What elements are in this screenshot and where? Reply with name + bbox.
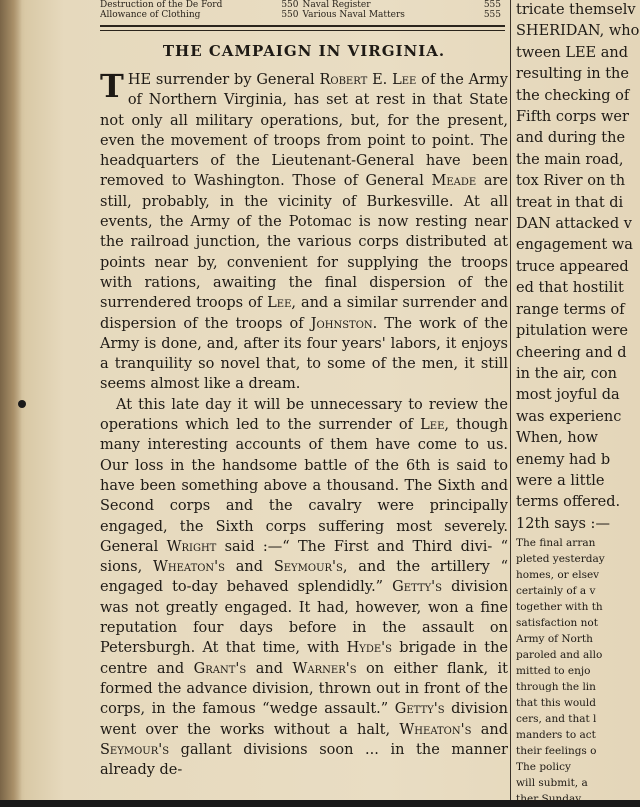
column-line: most joyful da xyxy=(516,387,620,404)
toc-label: Destruction of the De Ford xyxy=(100,0,223,10)
adjacent-column xyxy=(516,0,640,807)
column-divider xyxy=(510,0,511,800)
person-name: Warner's xyxy=(292,660,357,677)
person-name: Wheaton's xyxy=(399,721,472,738)
text-run: brigade in the centre and xyxy=(100,640,508,677)
text-run: At this late day it will be unnecessary to review the operations which led to the surrender of xyxy=(100,396,508,434)
column-line: resulting in the xyxy=(516,66,629,83)
drop-cap: T xyxy=(100,67,124,105)
text-run: , and the artillery “ engaged to-day behaved splendidly.” xyxy=(100,559,509,596)
column-line: treat in that di xyxy=(516,194,624,211)
column-line: The final arran xyxy=(516,537,596,550)
text-run: division went over the works without a halt, xyxy=(100,701,509,738)
text-run: and xyxy=(225,559,274,576)
text-run: said :—“ The First and Third divi- “ sions, xyxy=(100,538,508,576)
text-run: of the Army of Northern Virginia, has set at rest in that State not only all military operations, but, for the present, even the movement of troops from point to point. The headquarters of the Lieutenant-General have been removed to Washington. Those of General xyxy=(100,72,508,190)
person-name: Robert E. Lee xyxy=(319,72,417,88)
column-line: manders to act xyxy=(516,729,596,742)
person-name: Seymour's xyxy=(273,559,343,576)
column-line: Army of North xyxy=(516,633,593,646)
person-name: Grant's xyxy=(193,660,247,677)
toc-label: Allowance of Clothing xyxy=(100,10,201,20)
column-line: SHERIDAN, who xyxy=(516,23,640,40)
toc-label: Various Naval Matters xyxy=(302,10,405,20)
column-line: 12th says :— xyxy=(516,515,610,532)
column-line: and during the xyxy=(516,130,626,147)
person-name: Seymour's xyxy=(100,741,170,758)
toc-page: 550 xyxy=(281,0,299,10)
person-name: Wright xyxy=(166,538,217,555)
column-line: The policy xyxy=(516,761,571,774)
article-paragraph xyxy=(100,395,508,781)
column-line: enemy had b xyxy=(516,451,611,468)
text-run: division was not greatly engaged. It had, however, won a fine reputation four days before in the assault on Petersburgh. At that time, with xyxy=(100,579,508,657)
column-line: the checking of xyxy=(516,87,630,104)
person-name: Getty's xyxy=(394,701,445,718)
column-line: ther Sunday xyxy=(516,793,582,806)
toc-row xyxy=(100,0,505,10)
column-line: paroled and allo xyxy=(516,649,603,662)
column-line: will submit, a xyxy=(516,777,588,790)
column-line: mitted to enjo xyxy=(516,665,591,678)
text-run: and xyxy=(246,660,293,677)
column-line: range terms of xyxy=(516,301,625,318)
person-name: Meade xyxy=(431,173,477,190)
column-line: pitulation were xyxy=(516,323,629,340)
column-line: tox River on th xyxy=(516,173,626,190)
toc-label: Naval Register xyxy=(302,0,371,10)
toc-page: 550 xyxy=(281,10,299,20)
adjacent-column-lines xyxy=(516,0,640,535)
toc-row xyxy=(100,10,505,20)
column-line: pleted yesterday xyxy=(516,553,605,566)
column-line: truce appeared xyxy=(516,258,629,275)
text-run: are still, probably, in the vicinity of Burkesville. At all events, the Army of the Potomac is now resting near the railroad junction, the various corps distributed at points near by, convenient for supplying the troops with rations, awaiting the final dispersion of the surrendered troops of xyxy=(100,173,508,312)
adjacent-column-quote xyxy=(516,535,640,807)
column-line: ed that hostilit xyxy=(516,280,624,297)
person-name: Getty's xyxy=(392,579,443,596)
person-name: Johnston xyxy=(310,315,373,332)
column-line: certainly of a v xyxy=(516,585,596,598)
column-line: homes, or elsev xyxy=(516,569,600,582)
column-line: satisfaction not xyxy=(516,617,598,630)
text-run: , though many interesting accounts of them have come to us. Our loss in the handsome battle of the 6th is said to have been something above a thousand. The Sixth and Second corps and the cavalry were principally engaged, the Sixth corps suffering most severely. General xyxy=(100,417,509,555)
column-line: cers, and that l xyxy=(516,713,597,726)
column-line: terms offered. xyxy=(516,494,621,511)
column-line: engagement wa xyxy=(516,237,633,254)
text-run: on either flank, it formed the advance division, thrown out in front of the corps, in the famous “wedge assault.” xyxy=(100,660,509,718)
text-run: gallant divisions soon ... in the manner already de- xyxy=(100,741,508,779)
column-line: DAN attacked v xyxy=(516,216,632,233)
table-of-contents xyxy=(100,0,505,20)
toc-page: 555 xyxy=(483,10,501,20)
person-name: Wheaton's xyxy=(152,559,226,576)
article-paragraph xyxy=(100,67,508,395)
text-run: , and a similar surrender and dispersion of the troops of xyxy=(100,295,508,332)
column-line: tween LEE and xyxy=(516,44,629,61)
column-line: through the lin xyxy=(516,681,596,694)
text-run: HE surrender by General xyxy=(127,72,320,88)
person-name: Lee xyxy=(420,417,445,434)
column-line: in the air, con xyxy=(516,365,617,382)
column-line: was experienc xyxy=(516,408,622,425)
column-line: together with th xyxy=(516,601,603,614)
column-line: the main road, xyxy=(516,151,624,168)
person-name: Hyde's xyxy=(346,640,392,657)
article-column xyxy=(100,42,508,780)
person-name: Lee xyxy=(267,295,292,312)
column-line: their feelings o xyxy=(516,745,597,758)
column-line: cheering and d xyxy=(516,344,627,361)
divider-rule xyxy=(100,30,505,31)
column-line: were a little xyxy=(516,472,605,489)
text-run: and xyxy=(471,721,508,738)
article-headline: THE CAMPAIGN IN VIRGINIA. xyxy=(162,42,446,60)
column-line: tricate themselv xyxy=(516,2,636,18)
toc-page: 555 xyxy=(483,0,501,10)
divider-rule xyxy=(100,25,505,27)
text-run: . The work of the Army is done, and, after its four years' labors, it enjoys a tranquility so novel that, to some of the men, it still seems almost like a dream. xyxy=(100,315,508,393)
column-line: that this would xyxy=(516,697,597,710)
column-line: Fifth corps wer xyxy=(516,109,629,126)
binding-hole xyxy=(18,400,26,408)
column-line: When, how xyxy=(516,430,598,447)
